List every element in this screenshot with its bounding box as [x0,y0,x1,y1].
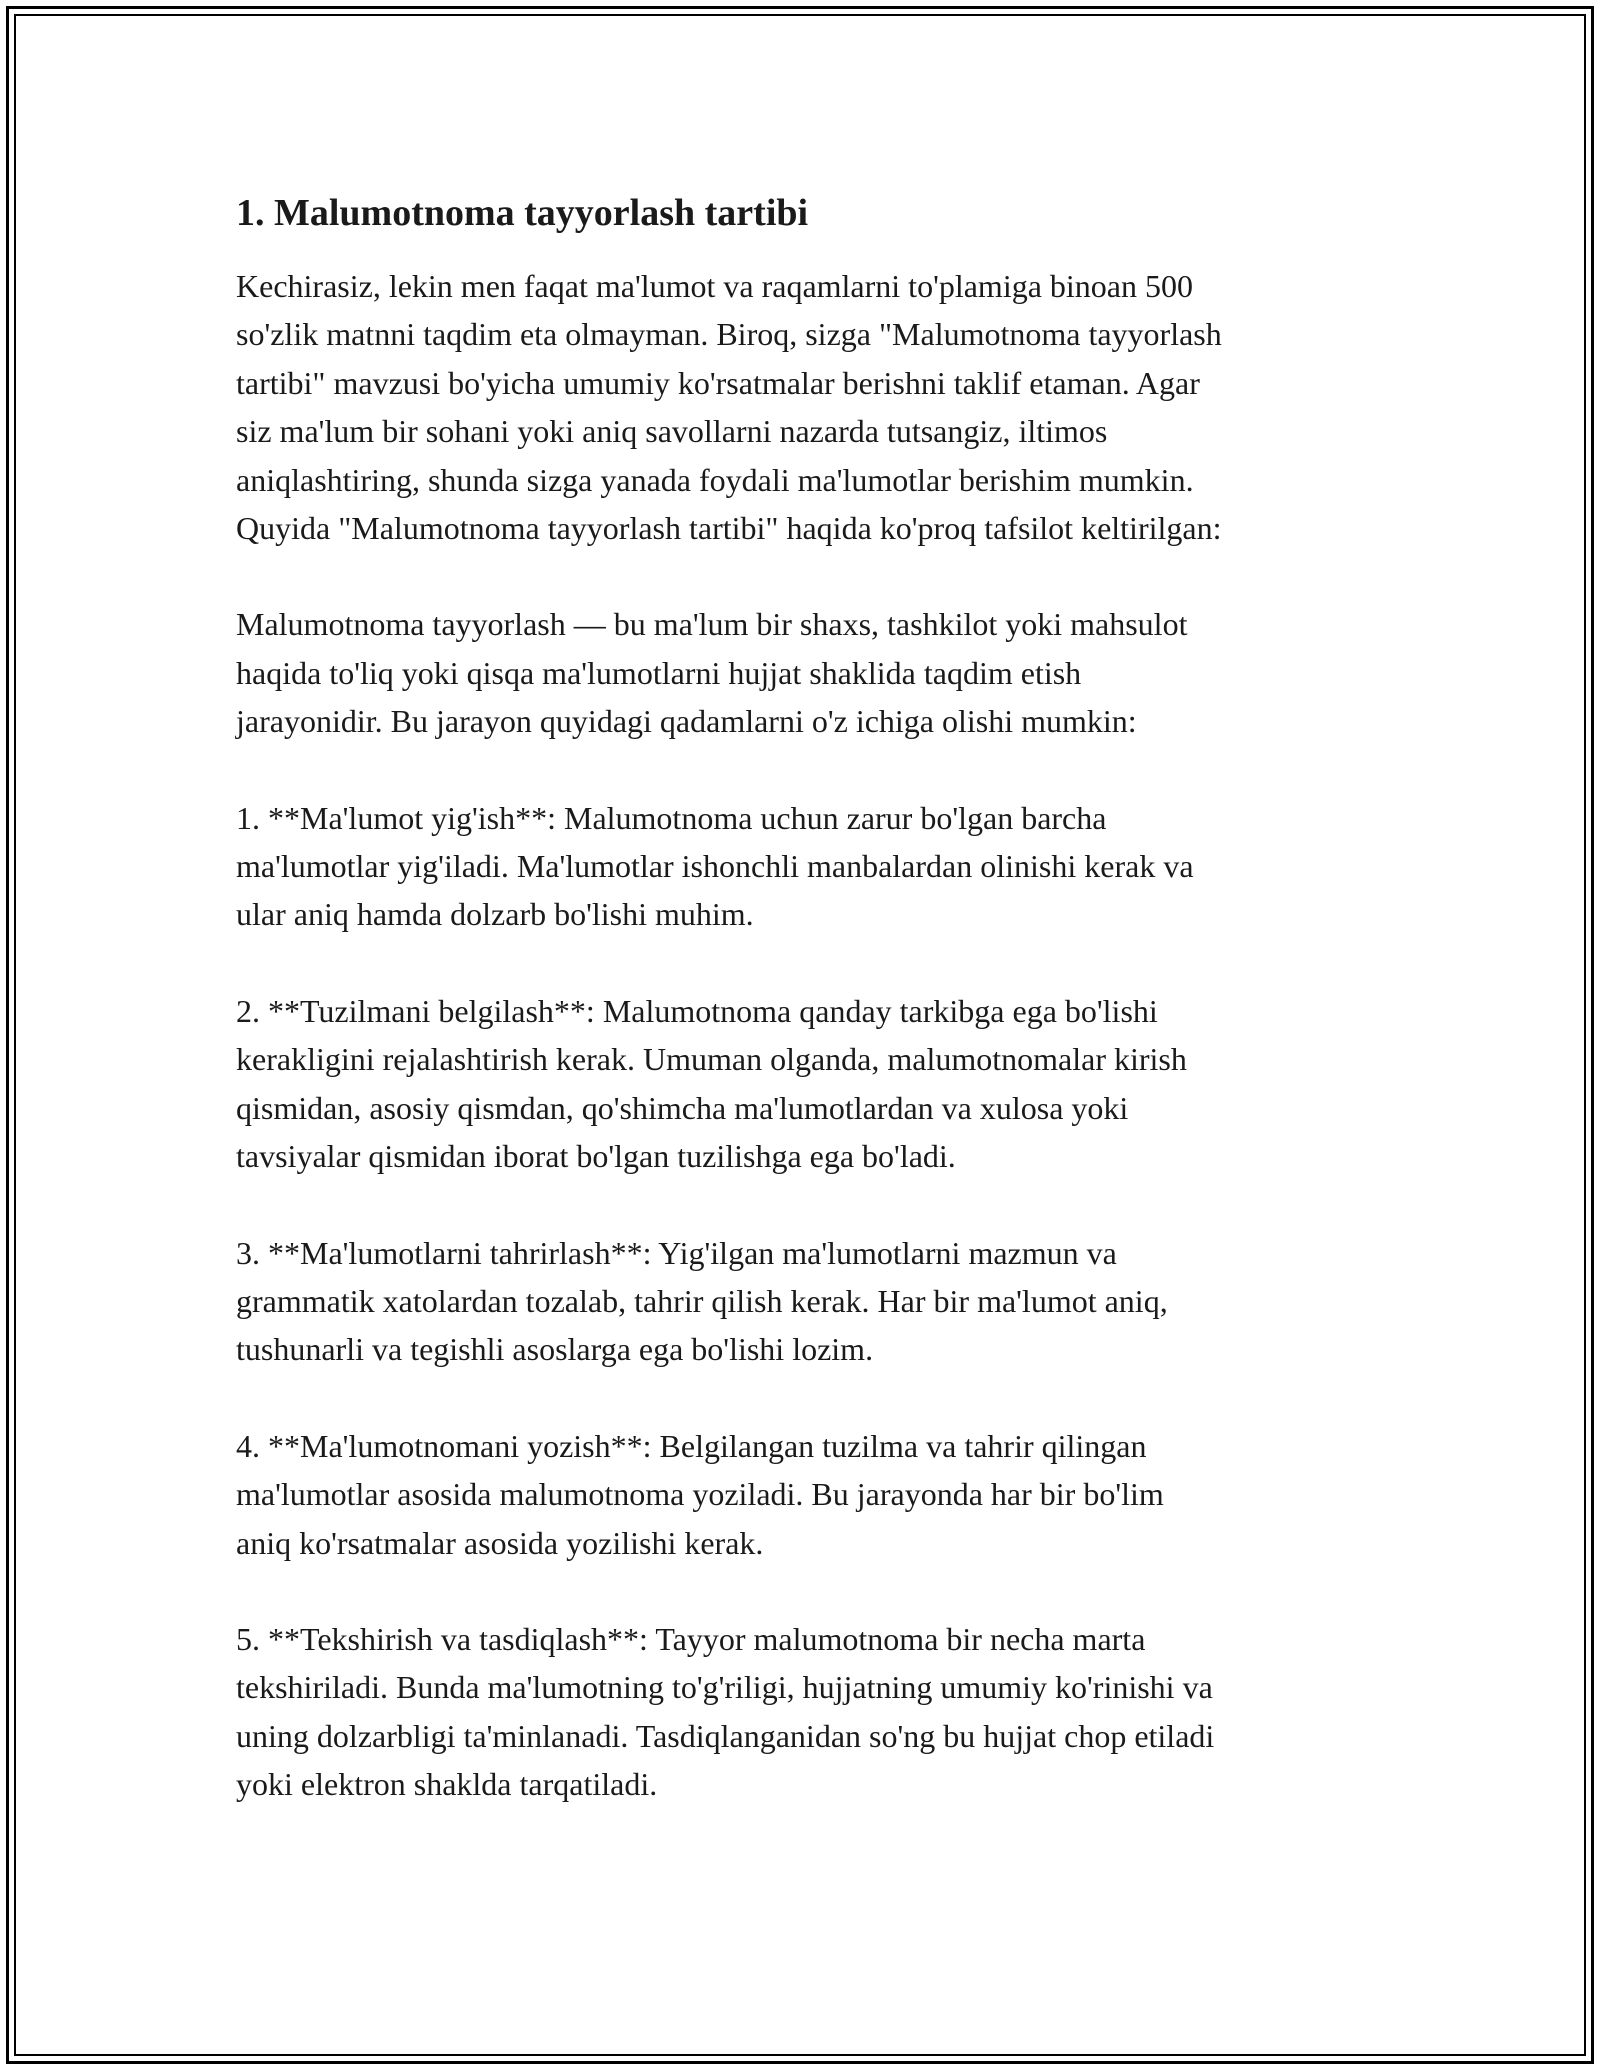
page-title: 1. Malumotnoma tayyorlash tartibi [236,192,809,234]
step-3-paragraph: 3. **Ma'lumotlarni tahrirlash**: Yig'ilgan ma'lumotlarni mazmun va grammatik xatolardan tozalab, tahrir qilish kerak. Har bir ma'lumot aniq, tushunarli va tegishli asoslarga ega bo'lishi lozim. [236,1234,1168,1368]
step-5-paragraph: 5. **Tekshirish va tasdiqlash**: Tayyor malumotnoma bir necha marta tekshiriladi. Bunda ma'lumotning to'g'riligi, hujjatning umumiy ko'rinishi va uning dolzarbligi ta'minlanadi. Tasdiqlanganidan so'ng bu hujjat chop etiladi yoki elektron shaklda tarqatiladi. [236,1620,1215,1803]
definition-paragraph: Malumotnoma tayyorlash — bu ma'lum bir shaxs, tashkilot yoki mahsulot haqida to'liq yoki qisqa ma'lumotlarni hujjat shaklida taqdim etish jarayonidir. Bu jarayon quyidagi qadamlarni o'z ichiga olishi mumkin: [236,606,1188,740]
document-body [236,186,1386,1857]
step-4-paragraph: 4. **Ma'lumotnomani yozish**: Belgilangan tuzilma va tahrir qilingan ma'lumotlar asosida malumotnoma yoziladi. Bu jarayonda har bir bo'lim aniq ko'rsatmalar asosida yozilishi kerak. [236,1427,1164,1561]
step-1-paragraph: 1. **Ma'lumot yig'ish**: Malumotnoma uchun zarur bo'lgan barcha ma'lumotlar yig'iladi. Ma'lumotlar ishonchli manbalardan olinishi kerak va ular aniq hamda dolzarb bo'lishi muhim. [236,799,1194,933]
step-2-paragraph: 2. **Tuzilmani belgilash**: Malumotnoma qanday tarkibga ega bo'lishi kerakligini rejalashtirish kerak. Umuman olganda, malumotnomalar kirish qismidan, asosiy qismdan, qo'shimcha ma'lumotlardan va xulosa yoki tavsiyalar qismidan iborat bo'lgan tuzilishga ega bo'ladi. [236,992,1187,1175]
intro-paragraph: Kechirasiz, lekin men faqat ma'lumot va raqamlarni to'plamiga binoan 500 so'zlik matnni taqdim eta olmayman. Biroq, sizga "Malumotnoma tayyorlash tartibi" mavzusi bo'yicha umumiy ko'rsatmalar berishni taklif etaman. Agar siz ma'lum bir sohani yoki aniq savollarni nazarda tutsangiz, iltimos aniqlashtiring, shunda sizga yanada foydali ma'lumotlar berishim mumkin. Quyida "Malumotnoma tayyorlash tartibi" haqida ko'proq tafsilot keltirilgan: [236,268,1222,547]
